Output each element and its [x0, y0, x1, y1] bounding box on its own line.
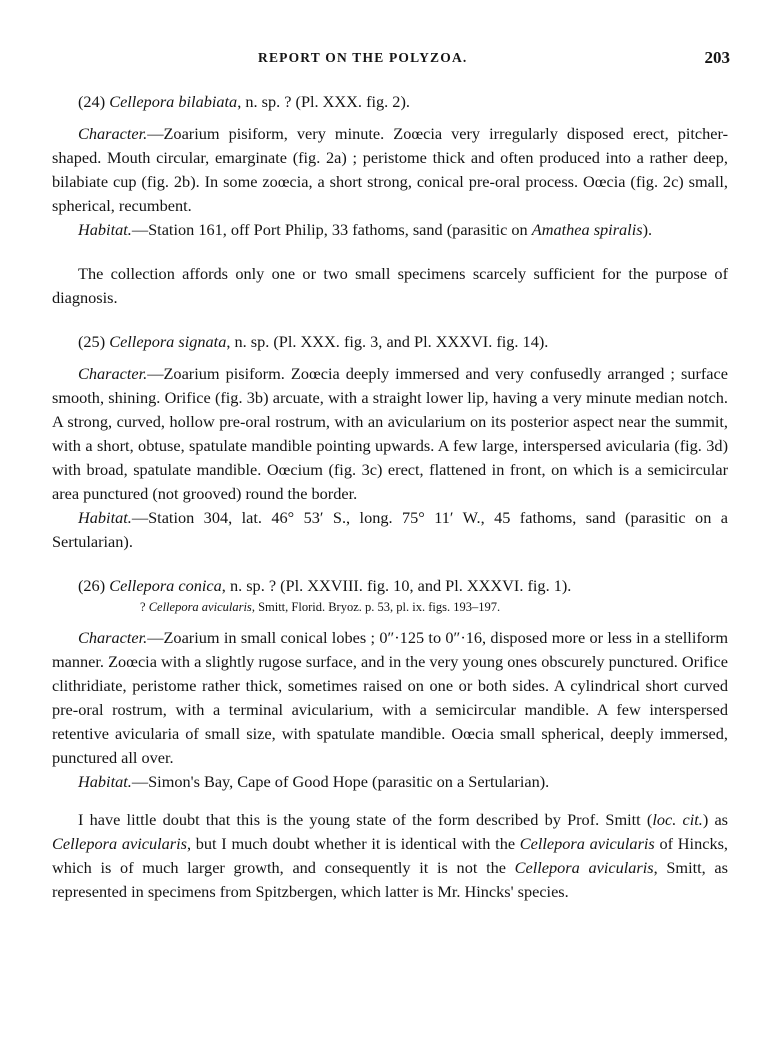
note-species-name: Cellepora avicularis [52, 834, 187, 853]
note-text: , but I much doubt whether it is identical with the [186, 834, 520, 853]
habitat-text: —Station 161, off Port Philip, 33 fathoms, sand (parasitic on [131, 220, 532, 239]
note-text: I have little doubt that this is the young state of the form described by Prof. Smitt ( [78, 810, 653, 829]
synonym-reference: , Smitt, Florid. Bryoz. p. 53, pl. ix. figs. 193–197. [251, 600, 501, 614]
species-26-number: (26) [78, 576, 106, 595]
note-species-name: Cellepora avicularis [519, 834, 655, 853]
note-text: of Hincks, which is of much larger growth, and consequently it is not the [52, 834, 728, 877]
note-text: ) as [702, 810, 729, 829]
species-25-name: Cellepora signata [109, 332, 227, 351]
species-24-heading [52, 90, 728, 114]
species-24-status: , n. sp. ? (Pl. XXX. fig. 2). [237, 92, 410, 111]
note-species-name: Cellepora avicularis [514, 858, 654, 877]
character-label: Character. [78, 364, 148, 383]
note-text: , Smitt, as represented in specimens from Spitzbergen, which latter is Mr. Hincks' species. [52, 858, 728, 901]
species-26-status: , n. sp. ? (Pl. XXVIII. fig. 10, and Pl. XXXVI. fig. 1). [221, 576, 572, 595]
habitat-label: Habitat. [78, 220, 132, 239]
species-26-habitat [52, 770, 728, 794]
habitat-label: Habitat. [78, 508, 132, 527]
species-24-name: Cellepora bilabiata [109, 92, 238, 111]
species-25-status: , n. sp. (Pl. XXX. fig. 3, and Pl. XXXVI. fig. 14). [226, 332, 549, 351]
synonym-prefix: ? [140, 600, 149, 614]
habitat-end: ). [642, 220, 653, 239]
page-number: 203 [704, 48, 730, 67]
species-25-number: (25) [78, 332, 106, 351]
species-26-character [52, 626, 728, 770]
species-26-synonym [52, 598, 728, 616]
species-25-heading [52, 330, 728, 354]
species-26-note [52, 808, 728, 904]
species-26-name: Cellepora conica [109, 576, 222, 595]
character-text: —Zoarium pisiform, very minute. Zoœcia very irregularly disposed erect, pitcher-shaped. Mouth circular, emarginate (fig. 2a) ; peristome thick and often produced into a rather deep, bilabiate cup (fig. 2b). In some zoœcia, a short strong, conical pre-oral process. Oœcia (fig. 2c) small, spherical, recumbent. [52, 124, 728, 215]
synonym-name: Cellepora avicularis [148, 600, 252, 614]
species-26-heading [52, 574, 728, 598]
species-24-habitat [52, 218, 728, 242]
character-text: —Zoarium in small conical lobes ; 0″·125 to 0″·16, disposed more or less in a stelliform manner. Zoœcia with a slightly rugose surface, and in the very young ones obscurely punctured. Orifice clithridiate, peristome rather thick, sometimes raised on one or both sides. A cylindrical short curved pre-oral rostrum, with a terminal avicularium, with a semicircular mandible. A few interspersed retentive avicularia of small size, with spatulate mandible. Oœcia small spherical, deeply immersed, punctured all over. [52, 628, 728, 767]
character-label: Character. [78, 124, 148, 143]
habitat-text: —Simon's Bay, Cape of Good Hope (parasitic on a Sertularian). [131, 772, 550, 791]
page-header [0, 48, 776, 72]
character-label: Character. [78, 628, 148, 647]
species-25-character [52, 362, 728, 506]
note-loc-cit: loc. cit. [652, 810, 703, 829]
running-head: REPORT ON THE POLYZOA. [258, 50, 468, 65]
habitat-host: Amathea spiralis [531, 220, 643, 239]
habitat-label: Habitat. [78, 772, 132, 791]
habitat-text: —Station 304, lat. 46° 53′ S., long. 75° 11′ W., 45 fathoms, sand (parasitic on a Sertularian). [52, 508, 728, 551]
species-24-note: The collection affords only one or two small specimens scarcely sufficient for the purpose of diagnosis. [52, 264, 728, 307]
character-text: —Zoarium pisiform. Zoœcia deeply immersed and very confusedly arranged ; surface smooth, shining. Orifice (fig. 3b) arcuate, with a straight lower lip, having a very minute median notch. A strong, curved, hollow pre-oral rostrum, with an avicularium on its posterior aspect near the summit, with a short, obtuse, spatulate mandible pointing upwards. A few large, interspersed avicularia (fig. 3d) with broad, spatulate mandible. Oœcium (fig. 3c) erect, flattened in front, on which is a semicircular area punctured (not grooved) round the border. [52, 364, 728, 503]
body-text [52, 90, 728, 904]
species-24-character [52, 122, 728, 218]
species-24-number: (24) [78, 92, 106, 111]
species-25-habitat [52, 506, 728, 554]
